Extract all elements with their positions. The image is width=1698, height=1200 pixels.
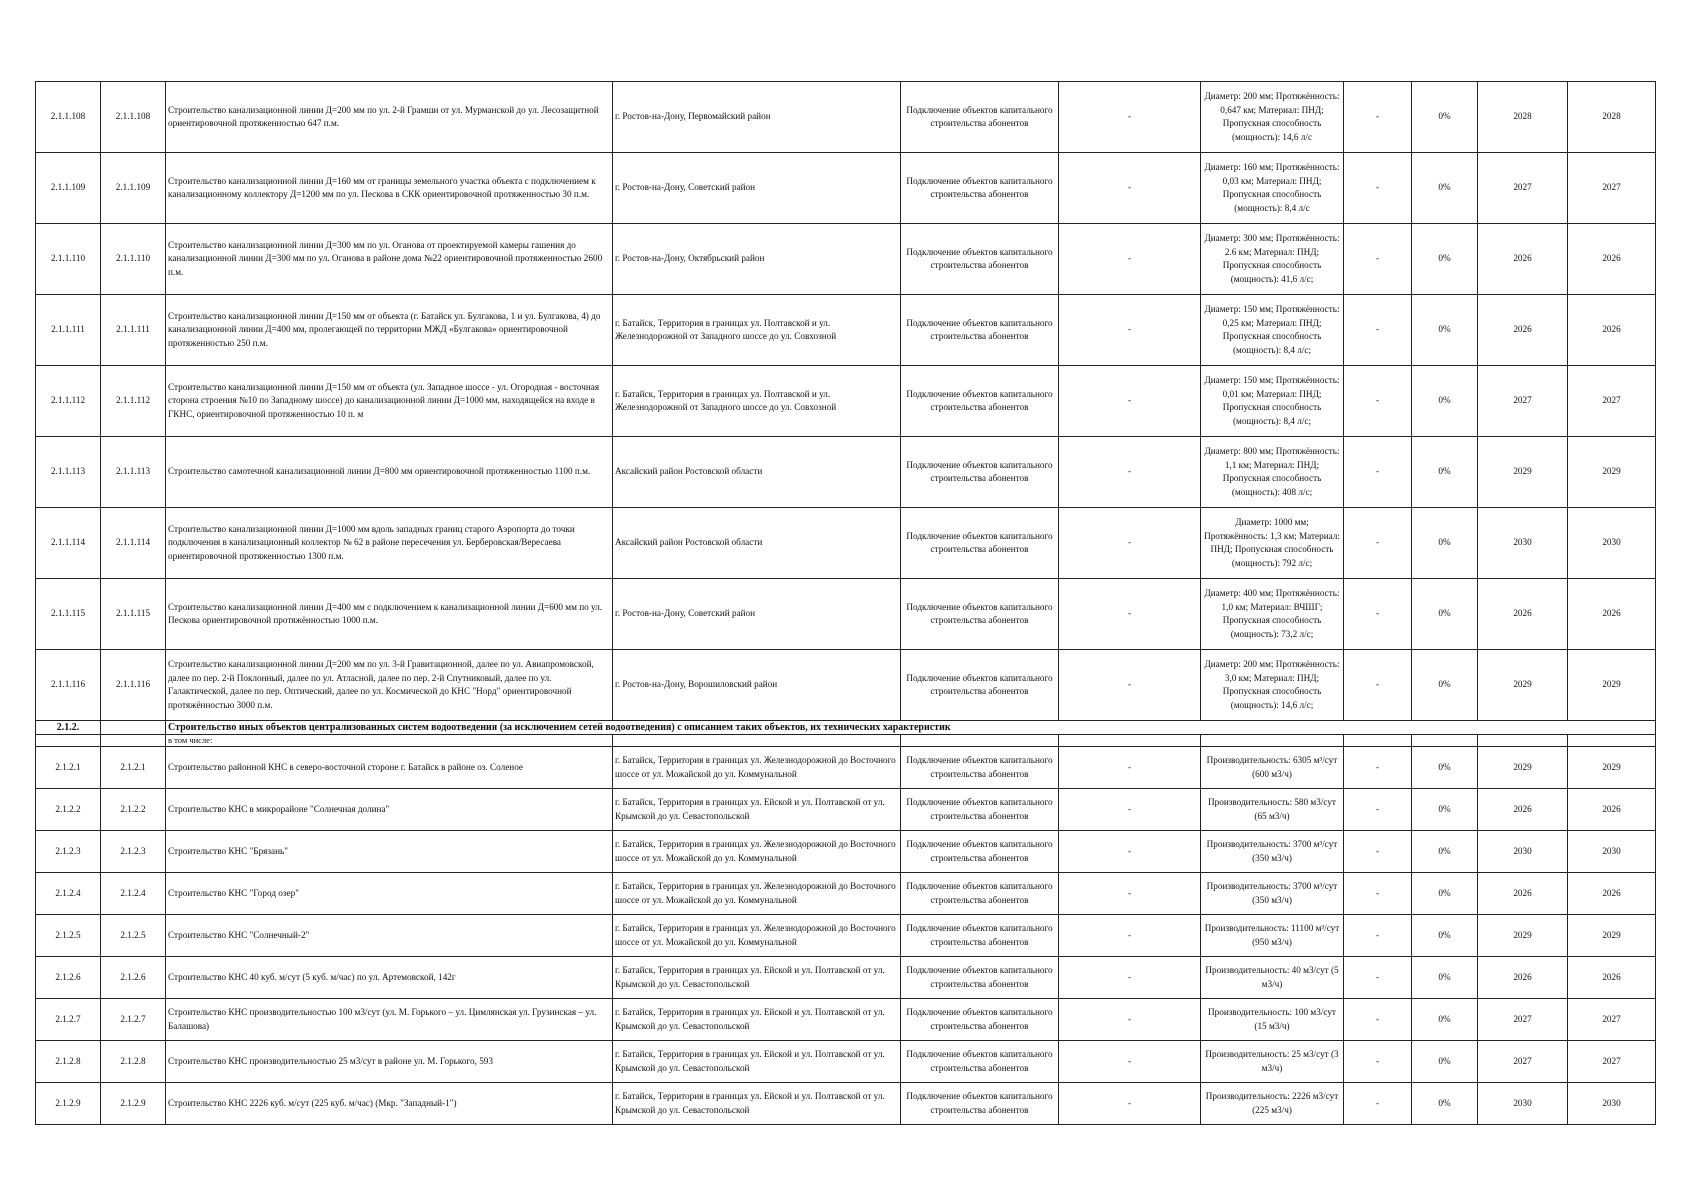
row-year-end: 2027	[1568, 999, 1656, 1041]
row-spec: Диаметр: 150 мм; Протяжённость: 0,25 км; Материал: ПНД; Пропускная способность (мощность): 8,4 л/с;	[1201, 295, 1344, 366]
row-name: Строительство канализационной линии Д=200 мм по ул. 3-й Гравитационной, далее по ул. Авиапромовской, далее по пер. 2-й Поклонный, далее по ул. Атласной, далее по пер. 2-й Спутниковый, далее по ул. Галактической, далее по пер. Оптический, далее по ул. Космической до КНС "Норд" ориентировочной протяжённостью 3000 п.м.	[166, 650, 613, 721]
row-code: 2.1.2.1	[101, 747, 166, 789]
row-purpose: Подключение объектов капитального строительства абонентов	[901, 295, 1059, 366]
row-value-dash: -	[1344, 366, 1412, 437]
row-value-dash: -	[1344, 789, 1412, 831]
row-percent: 0%	[1412, 579, 1478, 650]
row-location: г. Ростов-на-Дону, Ворошиловский район	[613, 650, 901, 721]
row-percent: 0%	[1412, 747, 1478, 789]
row-year-end: 2026	[1568, 224, 1656, 295]
row-purpose: Подключение объектов капитального строительства абонентов	[901, 1083, 1059, 1125]
row-value-dash: -	[1059, 957, 1201, 999]
row-year-start: 2029	[1478, 915, 1568, 957]
section-2-1-2-rows	[36, 747, 1656, 1125]
row-value-dash: -	[1344, 873, 1412, 915]
row-spec: Диаметр: 300 мм; Протяжённость: 2.6 км; Материал: ПНД; Пропускная способность (мощность): 41,6 л/с;	[1201, 224, 1344, 295]
row-number: 2.1.2.4	[36, 873, 101, 915]
row-value-dash: -	[1059, 437, 1201, 508]
row-value-dash: -	[1344, 295, 1412, 366]
row-value-dash: -	[1059, 1083, 1201, 1125]
row-value-dash: -	[1059, 508, 1201, 579]
table-row	[36, 747, 1656, 789]
row-value-dash: -	[1059, 915, 1201, 957]
row-purpose: Подключение объектов капитального строительства абонентов	[901, 1041, 1059, 1083]
table-row	[36, 999, 1656, 1041]
row-purpose: Подключение объектов капитального строительства абонентов	[901, 579, 1059, 650]
row-percent: 0%	[1412, 508, 1478, 579]
row-name: Строительство КНС 40 куб. м/сут (5 куб. м/час) по ул. Артемовской, 142г	[166, 957, 613, 999]
row-year-start: 2026	[1478, 579, 1568, 650]
row-name: Строительство канализационной линии Д=160 мм от границы земельного участка объекта с подключением к канализационному коллектору Д=1200 мм по ул. Пескова в СКК ориентировочной протяженностью 30 п.м.	[166, 153, 613, 224]
row-value-dash: -	[1059, 650, 1201, 721]
row-number: 2.1.1.115	[36, 579, 101, 650]
row-spec: Производительность: 580 м3/сут (65 м3/ч)	[1201, 789, 1344, 831]
row-percent: 0%	[1412, 437, 1478, 508]
row-purpose: Подключение объектов капитального строительства абонентов	[901, 789, 1059, 831]
row-purpose: Подключение объектов капитального строительства абонентов	[901, 957, 1059, 999]
table-row	[36, 831, 1656, 873]
row-number: 2.1.1.113	[36, 437, 101, 508]
row-location: г. Батайск, Территория в границах ул. Железнодорожной до Восточного шоссе от ул. Можайской до ул. Коммунальной	[613, 915, 901, 957]
row-spec: Диаметр: 200 мм; Протяжённость: 3,0 км; Материал: ПНД; Пропускная способность (мощность): 14,6 л/с;	[1201, 650, 1344, 721]
row-value-dash: -	[1344, 650, 1412, 721]
row-location: г. Ростов-на-Дону, Советский район	[613, 153, 901, 224]
row-year-end: 2026	[1568, 579, 1656, 650]
section-empty-cell	[101, 721, 166, 735]
row-year-end: 2029	[1568, 650, 1656, 721]
row-value-dash: -	[1059, 831, 1201, 873]
row-location: Аксайский район Ростовской области	[613, 437, 901, 508]
row-code: 2.1.1.116	[101, 650, 166, 721]
row-percent: 0%	[1412, 224, 1478, 295]
row-location: Аксайский район Ростовской области	[613, 508, 901, 579]
table-row	[36, 224, 1656, 295]
row-location: г. Батайск, Территория в границах ул. Железнодорожной до Восточного шоссе от ул. Можайской до ул. Коммунальной	[613, 873, 901, 915]
row-code: 2.1.1.113	[101, 437, 166, 508]
table-row	[36, 295, 1656, 366]
row-purpose: Подключение объектов капитального строительства абонентов	[901, 999, 1059, 1041]
section-2-1-2-header	[36, 721, 1656, 747]
row-code: 2.1.1.109	[101, 153, 166, 224]
row-location: г. Батайск, Территория в границах ул. Полтавской и ул. Железнодорожной от Западного шоссе до ул. Совхозной	[613, 295, 901, 366]
row-name: Строительство КНС "Город озер"	[166, 873, 613, 915]
section-number: 2.1.2.	[36, 721, 101, 735]
row-purpose: Подключение объектов капитального строительства абонентов	[901, 366, 1059, 437]
row-spec: Производительность: 3700 м³/сут (350 м3/ч)	[1201, 831, 1344, 873]
row-year-start: 2026	[1478, 224, 1568, 295]
row-year-start: 2026	[1478, 789, 1568, 831]
row-year-end: 2030	[1568, 508, 1656, 579]
row-code: 2.1.2.8	[101, 1041, 166, 1083]
row-name: Строительство КНС "Брязань"	[166, 831, 613, 873]
table-row	[36, 153, 1656, 224]
row-value-dash: -	[1344, 1041, 1412, 1083]
table-row	[36, 915, 1656, 957]
row-value-dash: -	[1059, 153, 1201, 224]
row-year-end: 2029	[1568, 747, 1656, 789]
row-number: 2.1.2.1	[36, 747, 101, 789]
row-year-start: 2027	[1478, 999, 1568, 1041]
row-year-start: 2026	[1478, 957, 1568, 999]
row-year-end: 2026	[1568, 873, 1656, 915]
row-purpose: Подключение объектов капитального строительства абонентов	[901, 831, 1059, 873]
row-number: 2.1.1.112	[36, 366, 101, 437]
table-row	[36, 1083, 1656, 1125]
row-name: Строительство канализационной линии Д=150 мм от объекта (г. Батайск ул. Булгакова, 1 и ул. Булгакова, 4) до канализационной линии Д=400 мм, пролегающей по территории МЖД «Булгакова» ориентировочной протяженностью 250 п.м.	[166, 295, 613, 366]
row-number: 2.1.2.6	[36, 957, 101, 999]
row-percent: 0%	[1412, 295, 1478, 366]
row-name: Строительство КНС "Солнечный-2"	[166, 915, 613, 957]
investment-program-table	[35, 81, 1656, 1125]
row-year-end: 2026	[1568, 295, 1656, 366]
table-row	[36, 508, 1656, 579]
row-percent: 0%	[1412, 915, 1478, 957]
row-name: Строительство КНС производительностью 100 м3/сут (ул. М. Горького – ул. Цимлянская ул. Грузинская – ул. Балашова)	[166, 999, 613, 1041]
row-value-dash: -	[1059, 295, 1201, 366]
table-row	[36, 82, 1656, 153]
row-percent: 0%	[1412, 999, 1478, 1041]
row-value-dash: -	[1344, 224, 1412, 295]
row-name: Строительство КНС 2226 куб. м/сут (225 куб. м/час) (Мкр. "Западный-1")	[166, 1083, 613, 1125]
row-year-start: 2029	[1478, 650, 1568, 721]
subsection-label: в том числе:	[166, 735, 613, 747]
row-location: г. Батайск, Территория в границах ул. Полтавской и ул. Железнодорожной от Западного шоссе до ул. Совхозной	[613, 366, 901, 437]
row-year-start: 2030	[1478, 508, 1568, 579]
row-number: 2.1.1.109	[36, 153, 101, 224]
row-number: 2.1.2.7	[36, 999, 101, 1041]
row-number: 2.1.2.8	[36, 1041, 101, 1083]
row-location: г. Ростов-на-Дону, Октябрьский район	[613, 224, 901, 295]
row-purpose: Подключение объектов капитального строительства абонентов	[901, 82, 1059, 153]
row-spec: Диаметр: 800 мм; Протяжённость: 1,1 км; Материал: ПНД; Пропускная способность (мощность): 408 л/с;	[1201, 437, 1344, 508]
row-code: 2.1.2.9	[101, 1083, 166, 1125]
row-purpose: Подключение объектов капитального строительства абонентов	[901, 437, 1059, 508]
row-value-dash: -	[1059, 999, 1201, 1041]
row-purpose: Подключение объектов капитального строительства абонентов	[901, 650, 1059, 721]
row-year-start: 2027	[1478, 366, 1568, 437]
row-purpose: Подключение объектов капитального строительства абонентов	[901, 508, 1059, 579]
row-code: 2.1.2.7	[101, 999, 166, 1041]
row-code: 2.1.2.3	[101, 831, 166, 873]
row-percent: 0%	[1412, 789, 1478, 831]
row-spec: Диаметр: 200 мм; Протяжённость: 0,647 км; Материал: ПНД; Пропускная способность (мощность): 14,6 л/с	[1201, 82, 1344, 153]
row-year-start: 2028	[1478, 82, 1568, 153]
table-row	[36, 789, 1656, 831]
row-year-start: 2027	[1478, 153, 1568, 224]
row-spec: Производительность: 11100 м³/сут (950 м3/ч)	[1201, 915, 1344, 957]
row-year-end: 2027	[1568, 1041, 1656, 1083]
row-year-end: 2029	[1568, 915, 1656, 957]
table-row	[36, 1041, 1656, 1083]
row-name: Строительство КНС в микрорайоне "Солнечная долина"	[166, 789, 613, 831]
row-value-dash: -	[1344, 747, 1412, 789]
row-spec: Диаметр: 400 мм; Протяжённость: 1,0 км; Материал: ВЧШГ; Пропускная способность (мощность): 73,2 л/с;	[1201, 579, 1344, 650]
row-percent: 0%	[1412, 1041, 1478, 1083]
row-year-start: 2029	[1478, 747, 1568, 789]
row-percent: 0%	[1412, 366, 1478, 437]
row-code: 2.1.1.112	[101, 366, 166, 437]
row-year-end: 2029	[1568, 437, 1656, 508]
row-name: Строительство канализационной линии Д=150 мм от объекта (ул. Западное шоссе - ул. Огородная - восточная сторона строения №10 по Западному шоссе) до канализационной линии Д=1000 мм, находящейся на входе в ГКНС, ориентировочной протяженностью 10 п. м	[166, 366, 613, 437]
row-value-dash: -	[1344, 957, 1412, 999]
row-number: 2.1.2.9	[36, 1083, 101, 1125]
row-year-end: 2030	[1568, 831, 1656, 873]
row-location: г. Батайск, Территория в границах ул. Ейской и ул. Полтавской от ул. Крымской до ул. Севастопольской	[613, 999, 901, 1041]
row-code: 2.1.1.114	[101, 508, 166, 579]
row-value-dash: -	[1059, 82, 1201, 153]
table-row	[36, 650, 1656, 721]
row-number: 2.1.2.3	[36, 831, 101, 873]
row-code: 2.1.2.4	[101, 873, 166, 915]
row-purpose: Подключение объектов капитального строительства абонентов	[901, 747, 1059, 789]
section-row	[36, 721, 1656, 735]
row-name: Строительство канализационной линии Д=300 мм по ул. Оганова от проектируемой камеры гашения до канализационной линии Д=300 мм по ул. Оганова в районе дома №22 ориентировочной протяженностью 2600 п.м.	[166, 224, 613, 295]
row-value-dash: -	[1059, 789, 1201, 831]
row-spec: Производительность: 2226 м3/сут (225 м3/ч)	[1201, 1083, 1344, 1125]
row-number: 2.1.1.111	[36, 295, 101, 366]
row-year-end: 2027	[1568, 366, 1656, 437]
row-percent: 0%	[1412, 957, 1478, 999]
row-value-dash: -	[1059, 366, 1201, 437]
row-code: 2.1.2.6	[101, 957, 166, 999]
row-location: г. Батайск, Территория в границах ул. Железнодорожной до Восточного шоссе от ул. Можайской до ул. Коммунальной	[613, 747, 901, 789]
row-year-start: 2027	[1478, 1041, 1568, 1083]
row-location: г. Батайск, Территория в границах ул. Ейской и ул. Полтавской от ул. Крымской до ул. Севастопольской	[613, 957, 901, 999]
row-spec: Производительность: 25 м3/сут (3 м3/ч)	[1201, 1041, 1344, 1083]
row-year-end: 2030	[1568, 1083, 1656, 1125]
table-row	[36, 873, 1656, 915]
row-purpose: Подключение объектов капитального строительства абонентов	[901, 915, 1059, 957]
row-value-dash: -	[1344, 508, 1412, 579]
row-spec: Диаметр: 150 мм; Протяжённость: 0,01 км; Материал: ПНД; Пропускная способность (мощность): 8,4 л/с;	[1201, 366, 1344, 437]
row-location: г. Батайск, Территория в границах ул. Ейской и ул. Полтавской от ул. Крымской до ул. Севастопольской	[613, 789, 901, 831]
row-year-start: 2030	[1478, 1083, 1568, 1125]
row-code: 2.1.1.115	[101, 579, 166, 650]
row-name: Строительство канализационной линии Д=200 мм по ул. 2-й Грамши от ул. Мурманской до ул. Лесозащитной ориентировочной протяженностью 647 п.м.	[166, 82, 613, 153]
row-number: 2.1.1.116	[36, 650, 101, 721]
row-percent: 0%	[1412, 650, 1478, 721]
row-code: 2.1.1.108	[101, 82, 166, 153]
row-year-end: 2027	[1568, 153, 1656, 224]
row-year-end: 2026	[1568, 957, 1656, 999]
row-year-start: 2029	[1478, 437, 1568, 508]
row-year-end: 2026	[1568, 789, 1656, 831]
row-spec: Производительность: 6305 м³/сут (600 м3/ч)	[1201, 747, 1344, 789]
table-row	[36, 957, 1656, 999]
row-number: 2.1.1.110	[36, 224, 101, 295]
section-2-1-1-rows	[36, 82, 1656, 721]
row-name: Строительство районной КНС в северо-восточной стороне г. Батайск в районе оз. Соленое	[166, 747, 613, 789]
row-code: 2.1.1.110	[101, 224, 166, 295]
row-name: Строительство самотечной канализационной линии Д=800 мм ориентировочной протяженностью 1100 п.м.	[166, 437, 613, 508]
row-year-start: 2026	[1478, 295, 1568, 366]
row-location: г. Ростов-на-Дону, Первомайский район	[613, 82, 901, 153]
row-purpose: Подключение объектов капитального строительства абонентов	[901, 224, 1059, 295]
table-row	[36, 437, 1656, 508]
row-percent: 0%	[1412, 1083, 1478, 1125]
row-number: 2.1.2.2	[36, 789, 101, 831]
row-spec: Производительность: 100 м3/сут (15 м3/ч)	[1201, 999, 1344, 1041]
row-value-dash: -	[1344, 579, 1412, 650]
row-purpose: Подключение объектов капитального строительства абонентов	[901, 873, 1059, 915]
row-purpose: Подключение объектов капитального строительства абонентов	[901, 153, 1059, 224]
row-value-dash: -	[1059, 747, 1201, 789]
row-percent: 0%	[1412, 831, 1478, 873]
row-value-dash: -	[1344, 999, 1412, 1041]
subsection-row	[36, 735, 1656, 747]
section-title: Строительство иных объектов централизованных систем водоотведения (за исключением сетей водоотведения) с описанием таких объектов, их технических характеристик	[166, 721, 1656, 735]
row-location: г. Батайск, Территория в границах ул. Ейской и ул. Полтавской от ул. Крымской до ул. Севастопольской	[613, 1083, 901, 1125]
row-value-dash: -	[1344, 915, 1412, 957]
row-year-start: 2030	[1478, 831, 1568, 873]
row-spec: Диаметр: 160 мм; Протяжённость: 0,03 км; Материал: ПНД; Пропускная способность (мощность): 8,4 л/с	[1201, 153, 1344, 224]
row-location: г. Батайск, Территория в границах ул. Железнодорожной до Восточного шоссе от ул. Можайской до ул. Коммунальной	[613, 831, 901, 873]
row-number: 2.1.2.5	[36, 915, 101, 957]
row-percent: 0%	[1412, 82, 1478, 153]
row-value-dash: -	[1344, 831, 1412, 873]
row-spec: Производительность: 40 м3/сут (5 м3/ч)	[1201, 957, 1344, 999]
row-name: Строительство КНС производительностью 25 м3/сут в районе ул. М. Горького, 593	[166, 1041, 613, 1083]
row-code: 2.1.2.2	[101, 789, 166, 831]
row-number: 2.1.1.108	[36, 82, 101, 153]
row-name: Строительство канализационной линии Д=1000 мм вдоль западных границ старого Аэропорта до точки подключения в канализационный коллектор № 62 в районе пересечения ул. Берберовская/Вересаева ориентировочной протяженностью 1300 п.м.	[166, 508, 613, 579]
row-value-dash: -	[1344, 1083, 1412, 1125]
row-spec: Производительность: 3700 м³/сут (350 м3/ч)	[1201, 873, 1344, 915]
row-location: г. Батайск, Территория в границах ул. Ейской и ул. Полтавской от ул. Крымской до ул. Севастопольской	[613, 1041, 901, 1083]
row-value-dash: -	[1059, 579, 1201, 650]
row-value-dash: -	[1059, 224, 1201, 295]
row-code: 2.1.1.111	[101, 295, 166, 366]
row-year-start: 2026	[1478, 873, 1568, 915]
row-code: 2.1.2.5	[101, 915, 166, 957]
row-percent: 0%	[1412, 153, 1478, 224]
row-value-dash: -	[1059, 1041, 1201, 1083]
row-value-dash: -	[1059, 873, 1201, 915]
table-row	[36, 579, 1656, 650]
row-value-dash: -	[1344, 82, 1412, 153]
table-row	[36, 366, 1656, 437]
row-location: г. Ростов-на-Дону, Советский район	[613, 579, 901, 650]
row-percent: 0%	[1412, 873, 1478, 915]
row-year-end: 2028	[1568, 82, 1656, 153]
row-number: 2.1.1.114	[36, 508, 101, 579]
row-value-dash: -	[1344, 437, 1412, 508]
row-value-dash: -	[1344, 153, 1412, 224]
row-spec: Диаметр: 1000 мм; Протяжённость: 1,3 км; Материал: ПНД; Пропускная способность (мощность): 792 л/с;	[1201, 508, 1344, 579]
row-name: Строительство канализационной линии Д=400 мм с подключением к канализационной линии Д=600 мм по ул. Пескова ориентировочной протяжённостью 1000 п.м.	[166, 579, 613, 650]
